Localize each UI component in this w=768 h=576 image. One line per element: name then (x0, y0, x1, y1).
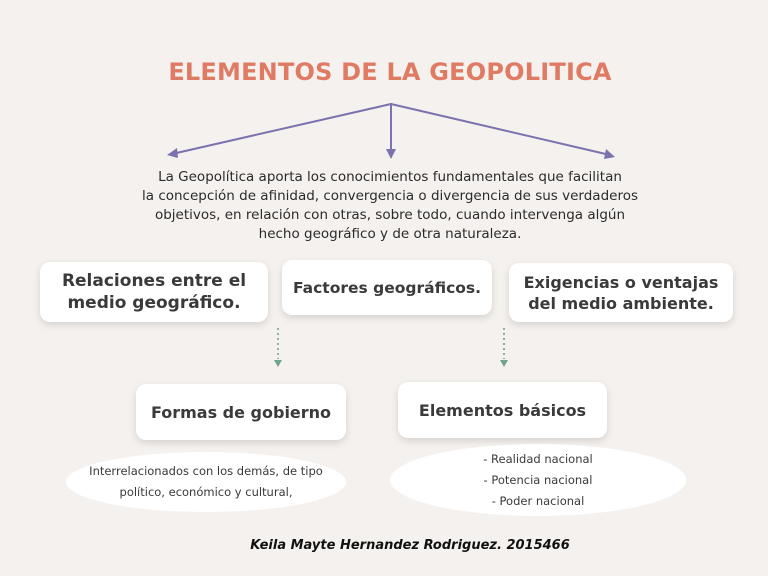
connector-right-line (391, 104, 610, 155)
arrowhead-left (167, 148, 178, 158)
card-factores-label: Factores geográficos. (292, 278, 482, 297)
card-formas-de-gobierno (136, 384, 346, 440)
note-elementos-item-2: - Potencia nacional (483, 472, 593, 487)
note-elementos (390, 444, 686, 516)
card-elementos-basicos (398, 382, 607, 438)
arrowhead-center (386, 149, 396, 159)
dotted-arrowhead-right (500, 360, 508, 367)
intro-line-3: objetivos, en relación con otras, sobre todo, cuando intervenga algún (154, 207, 626, 223)
author-credit: Keila Mayte Hernandez Rodriguez. 2015466 (250, 538, 570, 553)
card-exigencias-line-1: Exigencias o ventajas (523, 272, 719, 292)
note-formas-line-2: político, económico y cultural, (119, 485, 293, 499)
arrowhead-right (604, 149, 615, 159)
card-exigencias (509, 263, 733, 322)
intro-paragraph (120, 168, 660, 244)
card-relaciones-line-2: medio geográfico. (67, 293, 241, 313)
card-relaciones (40, 262, 268, 322)
note-formas (66, 452, 346, 512)
card-exigencias-line-2: del medio ambiente. (528, 293, 714, 313)
card-relaciones-line-1: Relaciones entre el (61, 271, 247, 291)
connector-left-line (172, 104, 391, 154)
note-elementos-item-3: - Poder nacional (491, 493, 585, 508)
note-elementos-item-1: - Realidad nacional (483, 451, 593, 466)
intro-line-4: hecho geográfico y de otra naturaleza. (258, 226, 522, 242)
intro-line-1: La Geopolítica aporta los conocimientos fundamentales que facilitan (158, 169, 622, 185)
note-formas-line-1: Interrelacionados con los demás, de tipo (89, 464, 323, 478)
diagram-title: ELEMENTOS DE LA GEOPOLITICA (168, 58, 612, 86)
card-factores (282, 260, 492, 315)
card-formas-label: Formas de gobierno (150, 402, 332, 422)
intro-line-2: la concepción de afinidad, convergencia o divergencia de sus verdaderos (142, 188, 638, 204)
card-elementos-label: Elementos básicos (418, 400, 587, 420)
dotted-arrowhead-left (274, 360, 282, 367)
